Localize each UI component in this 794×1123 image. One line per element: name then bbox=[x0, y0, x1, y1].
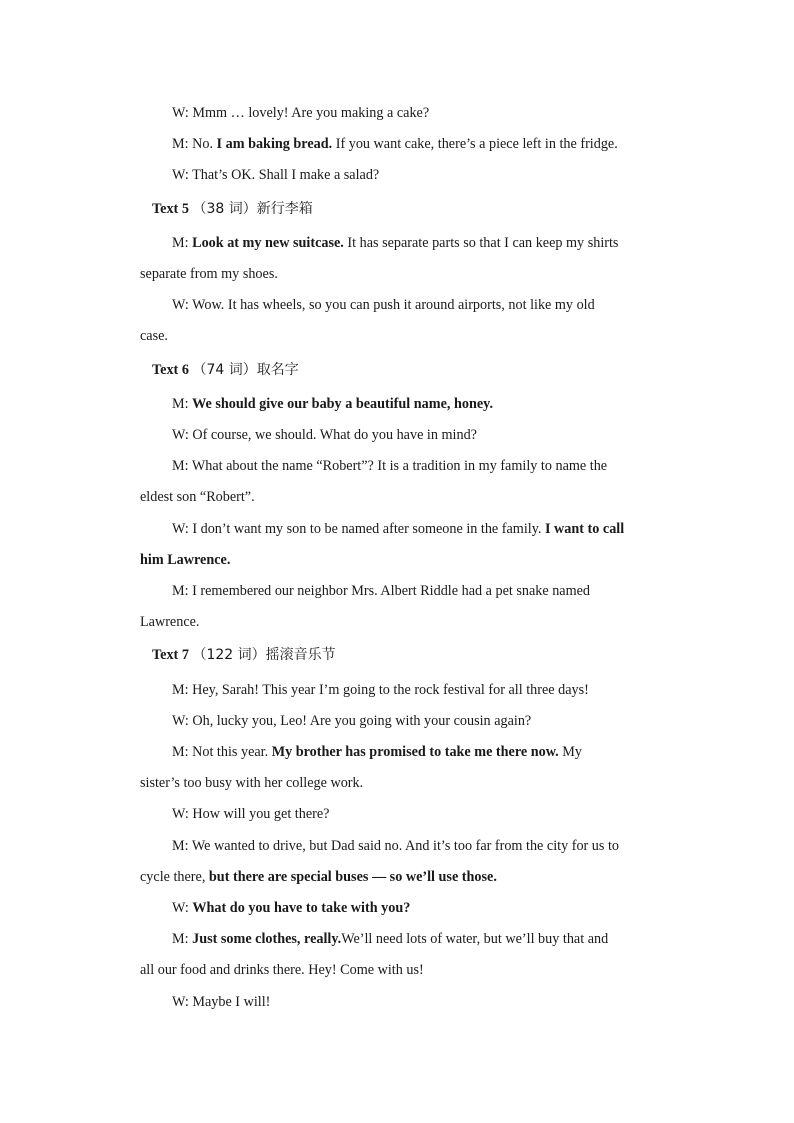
dialogue-line bbox=[140, 514, 675, 545]
word-count: （38 词） bbox=[192, 200, 257, 217]
section-heading bbox=[140, 194, 675, 225]
line-text: If you want cake, there’s a piece left in the fridge. bbox=[332, 136, 618, 153]
line-text: We’ll need lots of water, but we’ll buy that and bbox=[341, 931, 609, 948]
dialogue-line bbox=[140, 259, 675, 290]
bold-answer-text: I am baking bread. bbox=[216, 136, 333, 153]
bold-answer-text: him Lawrence. bbox=[140, 551, 231, 568]
dialogue-line bbox=[140, 675, 675, 706]
line-text: W: Wow. It has wheels, so you can push it around airports, not like my old bbox=[172, 297, 595, 314]
dialogue-line bbox=[140, 576, 675, 607]
dialogue-line bbox=[140, 737, 675, 768]
dialogue-line bbox=[140, 420, 675, 451]
line-text: W: How will you get there? bbox=[172, 806, 330, 823]
line-text: M: Hey, Sarah! This year I’m going to the rock festival for all three days! bbox=[172, 681, 589, 698]
section-label: Text 5 bbox=[152, 200, 189, 217]
line-text: W: Maybe I will! bbox=[172, 993, 271, 1010]
line-text: eldest son “Robert”. bbox=[140, 489, 255, 506]
line-text: My bbox=[558, 744, 582, 761]
section-heading bbox=[140, 640, 675, 671]
line-text: M: bbox=[172, 931, 193, 948]
dialogue-line bbox=[140, 545, 675, 576]
line-text: M: bbox=[172, 395, 193, 412]
bold-answer-text: but there are special buses — so we’ll use those. bbox=[208, 868, 497, 885]
line-text: W: That’s OK. Shall I make a salad? bbox=[172, 167, 380, 184]
bold-answer-text: My brother has promised to take me there now. bbox=[271, 744, 559, 761]
dialogue-line bbox=[140, 831, 675, 862]
line-text: cycle there, bbox=[140, 868, 209, 885]
line-text: all our food and drinks there. Hey! Come with us! bbox=[140, 962, 424, 979]
bold-answer-text: I want to call bbox=[544, 520, 625, 537]
line-text: M: Not this year. bbox=[172, 744, 272, 761]
line-text: W: Mmm … lovely! Are you making a cake? bbox=[172, 105, 430, 121]
dialogue-line bbox=[140, 228, 675, 259]
dialogue-line bbox=[140, 862, 675, 893]
dialogue-line bbox=[140, 924, 675, 955]
bold-answer-text: Look at my new suitcase. bbox=[192, 234, 344, 251]
bold-answer-text: What do you have to take with you? bbox=[192, 900, 411, 917]
dialogue-line bbox=[140, 160, 675, 191]
dialogue-line bbox=[140, 98, 675, 129]
dialogue-line bbox=[140, 451, 675, 482]
bold-answer-text: We should give our baby a beautiful name, honey. bbox=[192, 395, 493, 412]
section-topic: 新行李箱 bbox=[256, 200, 313, 217]
line-text: M: No. bbox=[172, 136, 217, 153]
line-text: M: I remembered our neighbor Mrs. Albert Riddle had a pet snake named bbox=[172, 583, 591, 600]
line-text: W: bbox=[172, 900, 193, 917]
section-label: Text 7 bbox=[152, 647, 189, 664]
section-topic: 摇滚音乐节 bbox=[265, 647, 336, 664]
dialogue-line bbox=[140, 290, 675, 321]
dialogue-line bbox=[140, 321, 675, 352]
line-text: W: I don’t want my son to be named after someone in the family. bbox=[172, 520, 545, 537]
dialogue-line bbox=[140, 607, 675, 638]
dialogue-line bbox=[140, 482, 675, 513]
bold-answer-text: Just some clothes, really. bbox=[192, 931, 342, 948]
dialogue-line bbox=[140, 955, 675, 986]
section-label: Text 6 bbox=[152, 361, 189, 378]
word-count: （74 词） bbox=[192, 361, 257, 378]
dialogue-line bbox=[140, 768, 675, 799]
dialogue-line bbox=[140, 706, 675, 737]
line-text: separate from my shoes. bbox=[140, 266, 278, 283]
section-topic: 取名字 bbox=[256, 361, 299, 378]
line-text: W: Of course, we should. What do you have in mind? bbox=[172, 427, 477, 444]
line-text: M: bbox=[172, 234, 193, 251]
transcript-body bbox=[140, 98, 675, 1018]
line-text: W: Oh, lucky you, Leo! Are you going with your cousin again? bbox=[172, 712, 532, 729]
line-text: case. bbox=[140, 328, 168, 345]
section-heading bbox=[140, 355, 675, 386]
dialogue-line bbox=[140, 893, 675, 924]
dialogue-line bbox=[140, 129, 675, 160]
dialogue-line bbox=[140, 987, 675, 1018]
line-text: M: We wanted to drive, but Dad said no. And it’s too far from the city for us to bbox=[172, 837, 620, 854]
word-count: （122 词） bbox=[192, 647, 266, 664]
dialogue-line bbox=[140, 799, 675, 830]
dialogue-line bbox=[140, 389, 675, 420]
line-text: sister’s too busy with her college work. bbox=[140, 775, 364, 792]
line-text: Lawrence. bbox=[140, 614, 200, 631]
line-text: It has separate parts so that I can keep my shirts bbox=[343, 234, 619, 251]
line-text: M: What about the name “Robert”? It is a tradition in my family to name the bbox=[172, 458, 608, 475]
